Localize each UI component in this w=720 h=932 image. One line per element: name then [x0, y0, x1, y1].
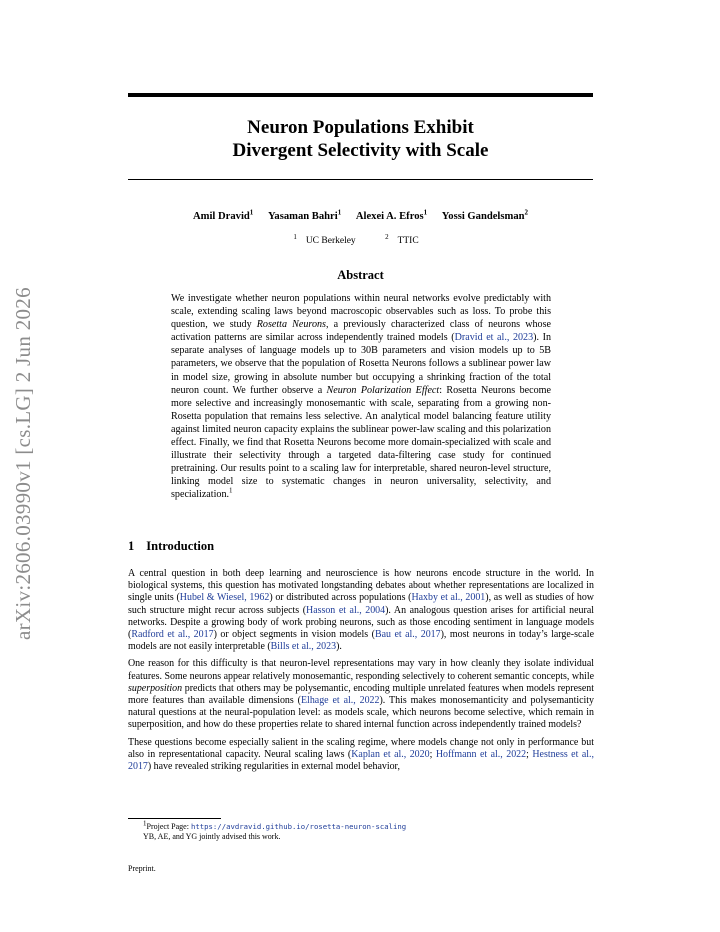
citation-link[interactable]: Hubel & Wiesel, 1962 [179, 592, 270, 604]
paper-title [128, 116, 593, 162]
affiliations [128, 232, 593, 246]
citation-link[interactable]: Bills et al., 2023 [270, 641, 337, 653]
citation-link[interactable]: Hoffmann et al., 2022 [435, 748, 527, 760]
footnote-2: YB, AE, and YG jointly advised this work. [143, 832, 281, 841]
citation-link[interactable]: Bau et al., 2017 [374, 629, 441, 641]
affiliation-1: $^1$ UC Berkeley [293, 232, 356, 246]
title-line-2: Divergent Selectivity with Scale [232, 140, 489, 161]
paragraph-1: A central question in both deep learning and neuroscience is how neurons encode structure in the world. In biological systems, this question has motivated longstanding debates about whether representations are localized in single units (Hubel & Wiesel, 1962) or distributed across populations (Haxby et al., 2001), as well as studies of how such structure might recur across subjects (Hasson et al., 2004). An analogous question arises for artificial neural networks. Despite a growing body of work probing neurons, such as those encoding sentiment in language models (Radford et al., 2017) or object segments in vision models (Bau et al., 2017), most neurons in today’s large-scale models are not easily interpretable (Bills et al., 2023). [128, 568, 594, 653]
rosetta-neurons-term: Rosetta Neurons [256, 319, 326, 331]
project-page-link[interactable]: https://avdravid.github.io/rosetta-neuron-scaling [190, 822, 407, 831]
section-title: Introduction [146, 539, 215, 553]
author-efros: Alexei A. Efros$^1$ [355, 208, 428, 222]
citation-link[interactable]: Hestness et al., 2017 [128, 748, 594, 773]
citation-link[interactable]: Hasson et al., 2004 [306, 604, 386, 616]
superposition-term: superposition [128, 682, 183, 694]
author-list [128, 208, 593, 222]
citation-link[interactable]: Dravid et al., 2023 [454, 332, 534, 344]
arxiv-identifier-stamp: arXiv:2606.03990v1 [cs.LG] 2 Jun 2026 [11, 287, 35, 640]
footnotes [143, 819, 407, 842]
preprint-label: Preprint. [128, 864, 156, 873]
citation-link[interactable]: Radford et al., 2017 [131, 629, 214, 641]
paragraph-2: One reason for this difficulty is that neuron-level representations may vary in how cleanly they isolate individual features. Some neurons appear relatively monosemantic, responding selectively to coherent semantic concepts, while superposition predicts that others may be polysemantic, encoding multiple unrelated features when models represent more features than available dimensions (Elhage et al., 2022). This makes monosemanticity and polysemanticity natural questions at the neural-population level: as models scale, which neurons become selective, which remain in superposition, and how do these properties relate to shared internal function across independently trained models? [128, 658, 594, 731]
paragraph-3: These questions become especially salient in the scaling regime, where models change not only in performance but also in representational capacity. Neural scaling laws (Kaplan et al., 2020; Hoffmann et al., 2022; Hestness et al., 2017) have revealed striking regularities in external model behavior, [128, 736, 594, 773]
footnote-1: $^1$Project Page: https://avdravid.github.io/rosetta-neuron-scaling [143, 819, 407, 831]
title-bottom-rule [128, 179, 593, 180]
section-number: 1 [128, 539, 135, 553]
author-dravid: Amil Dravid$^1$ [192, 208, 254, 222]
introduction-body [128, 568, 594, 778]
footnote-marker[interactable]: 1 [229, 487, 233, 496]
author-bahri: Yasaman Bahri$^1$ [267, 208, 342, 222]
affiliation-2: $^2$ TTIC [385, 232, 419, 246]
citation-link[interactable]: Haxby et al., 2001 [411, 592, 486, 604]
polarization-effect-term: Neuron Polarization Effect [326, 384, 440, 396]
citation-link[interactable]: Elhage et al., 2022 [300, 695, 380, 707]
citation-link[interactable]: Kaplan et al., 2020 [351, 748, 430, 760]
title-line-1: Neuron Populations Exhibit [247, 117, 474, 138]
footnote-rule [128, 818, 221, 819]
abstract-body: We investigate whether neuron populations within neural networks evolve predictably with scale, extending scaling laws beyond macroscopic observables such as loss. To probe this question, we study Rosetta Neurons, a previously characterized class of neurons whose activation patterns are similar across independently trained models (Dravid et al., 2023). In separate analyses of language models up to 30B parameters and vision models up to 5B parameters, we observe that the population of Rosetta Neurons follows a sublinear power law in model size, growing in absolute number but occupying a shrinking fraction of the total neuron count. We further observe a Neuron Polarization Effect: Rosetta Neurons become more selective and increasingly monosemantic with scale, separating from a growing non-Rosetta population that remains less selective. An analytical model balancing feature utility against limited neuron capacity explains the sublinear power-law scaling and this polarization effect. Finally, we find that Rosetta Neurons become more domain-specialized with scale and illustrate their selectivity through a targeted data-filtering case study for continued pretraining. Our results point to a scaling law for interpretable, shared neuron-level structure, linking model size to systematic changes in neuron universality, selectivity, and specialization.$^1$ [171, 293, 551, 501]
abstract-heading: Abstract [337, 268, 384, 282]
title-top-rule [128, 93, 593, 97]
author-gandelsman: Yossi Gandelsman$^2$ [441, 208, 529, 222]
section-heading-introduction [128, 539, 214, 554]
